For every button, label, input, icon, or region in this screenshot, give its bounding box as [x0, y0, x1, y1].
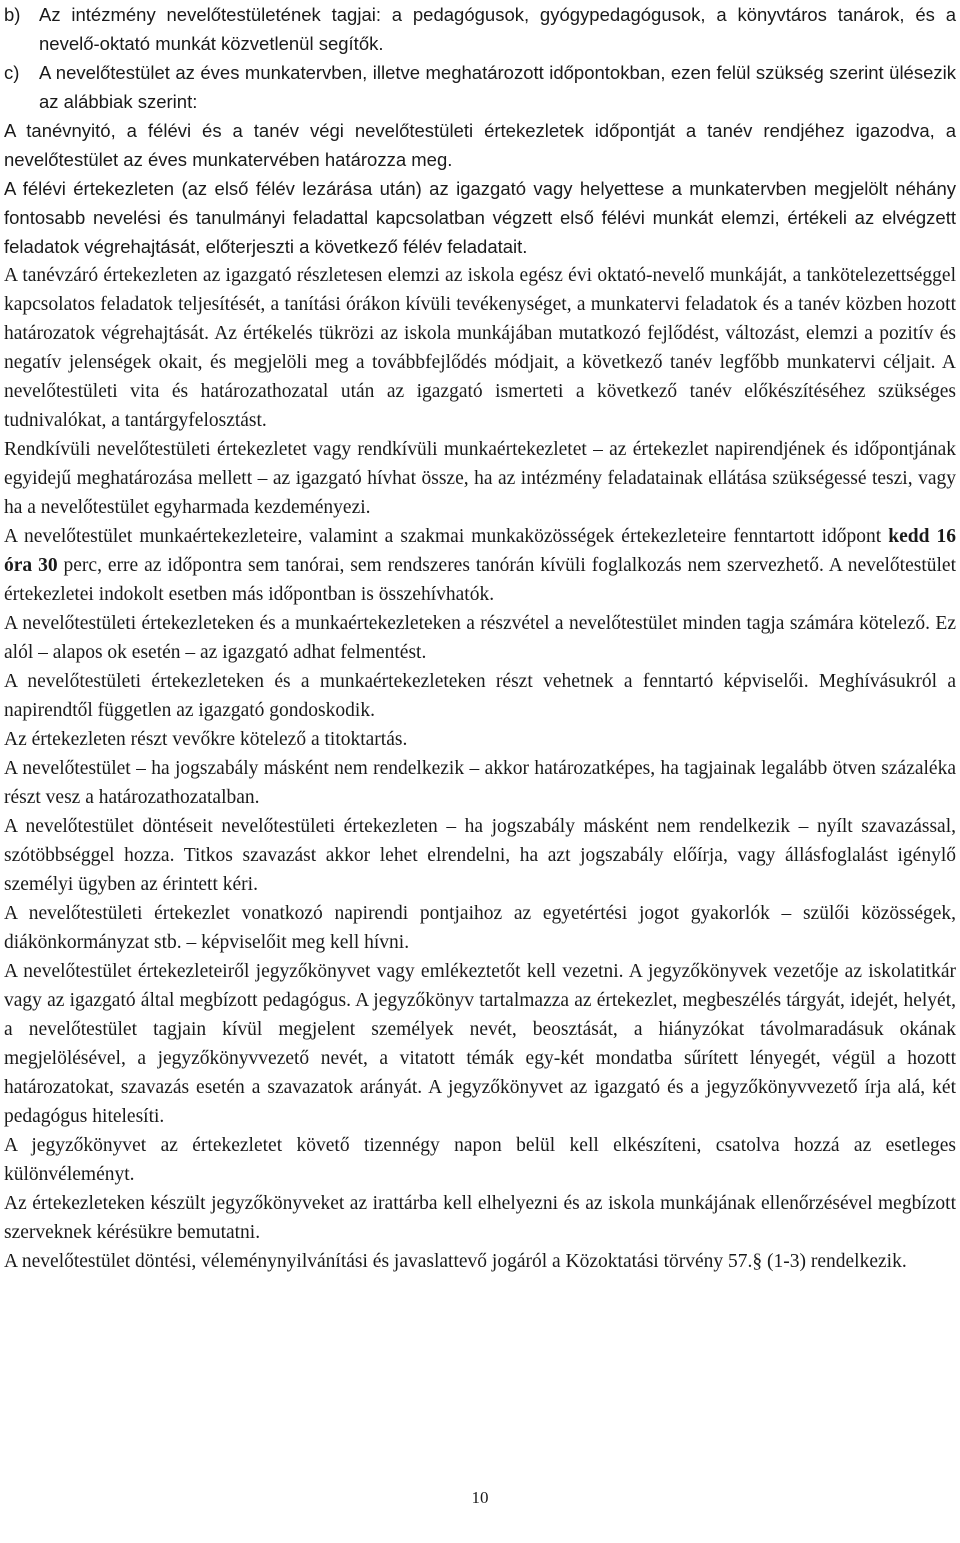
reserved-time-after: perc, erre az időpontra sem tanórai, sem rendszeres tanórán kívüli foglalkozás nem szervezhető. A nevelőtestület értekezletei indokolt esetben más időpontban is összehívhatók.	[4, 555, 957, 605]
paragraph-decisions: A nevelőtestület döntéseit nevelőtestületi értekezleten – ha jogszabály másként nem rendelkezik – nyílt szavazással, szótöbbséggel hozza. Titkos szavazást akkor lehet elrendelni, ha azt jogszabály előírja, vagy állásfoglalást igénylő személyi ügyben az érintett kéri.	[4, 816, 956, 895]
list-item-text: Az intézmény nevelőtestületének tagjai: a pedagógusok, gyógypedagógusok, a könyvtáros tanárok, és a nevelő-oktató munkát közvetlenül segítők.	[39, 4, 956, 54]
reserved-time-before: A nevelőtestület munkaértekezleteire, valamint a szakmai munkaközösségek értekezleteire fenntartott időpont	[4, 526, 889, 547]
page-number: 10	[471, 1488, 489, 1507]
document-page	[4, 0, 956, 1276]
paragraph-maintainer: A nevelőtestületi értekezleteken és a munkaértekezleteken részt vehetnek a fenntartó képviselői. Meghívásukról a napirendtől független az igazgató gondoskodik.	[4, 671, 956, 721]
list-item-b	[4, 0, 956, 58]
paragraph-deadline: A jegyzőkönyvet az értekezletet követő tizennégy napon belül kell elkészíteni, csatolva hozzá az esetleges különvéleményt.	[4, 1135, 956, 1185]
paragraph-opening-meetings: A tanévnyitó, a félévi és a tanév végi nevelőtestületi értekezletek időpontját a tanév rendjéhez igazodva, a nevelőtestület az éves munkatervében határozza meg.	[4, 120, 956, 170]
reserved-time-bold: kedd 16 óra 30	[4, 526, 956, 576]
paragraph-archive: Az értekezleteken készült jegyzőkönyveket az irattárba kell elhelyezni és az iskola munkájának ellenőrzésével megbízott szerveknek kérésükre bemutatni.	[4, 1193, 956, 1243]
list-marker: c)	[4, 62, 20, 83]
paragraph-minutes: A nevelőtestület értekezleteiről jegyzőkönyvet vagy emlékeztetőt kell vezetni. A jegyzőkönyvek vezetője az iskolatitkár vagy az igazgató által megbízott pedagógus. A jegyzőkönyv tartalmazza az értekezlet, megbeszélés tárgyát, idejét, helyét, a nevelőtestület tagjain kívül megjelent személyek nevét, beosztását, a hiányzókat távolmaradásuk okának megjelölésével, a jegyzőkönyvvezető nevét, a vitatott témák egy-két mondatba sűrített lényegét, végül a hozott határozatokat, szavazás esetén a szavazatok arányát. A jegyzőkönyvet az igazgató és a jegyzőkönyvvezető írja alá, két pedagógus hitelesíti.	[4, 961, 956, 1127]
list-item-c	[4, 58, 956, 116]
paragraph-mandatory-attendance: A nevelőtestületi értekezleteken és a munkaértekezleteken a részvétel a nevelőtestület minden tagja számára kötelező. Ez alól – alapos ok esetén – az igazgató adhat felmentést.	[4, 613, 956, 663]
paragraph-halfyear-meeting: A félévi értekezleten (az első félév lezárása után) az igazgató vagy helyettese a munkatervben megjelölt néhány fontosabb nevelési és tanulmányi feladattal kapcsolatban végzett első félévi munkát elemzi, értékeli az elvégzett feladatok végrehajtását, előterjeszti a következő félév feladatait.	[4, 178, 956, 257]
paragraph-extraordinary-meeting: Rendkívüli nevelőtestületi értekezletet vagy rendkívüli munkaértekezletet – az értekezlet napirendjének és időpontjának egyidejű meghatározása mellett – az igazgató hívhat össze, ha az intézmény feladatainak ellátása szükségessé teszi, vagy ha a nevelőtestület egyharmada kezdeményezi.	[4, 439, 956, 518]
paragraph-quorum: A nevelőtestület – ha jogszabály másként nem rendelkezik – akkor határozatképes, ha tagjainak legalább ötven százaléka részt vesz a határozathozatalban.	[4, 758, 956, 808]
list-item-text: A nevelőtestület az éves munkatervben, illetve meghatározott időpontokban, ezen felül szükség szerint ülésezik az alábbiak szerint:	[39, 62, 956, 112]
list-marker: b)	[4, 4, 21, 25]
paragraph-invite: A nevelőtestületi értekezlet vonatkozó napirendi pontjaihoz az egyetértési jogot gyakorlók – szülői közösségek, diákönkormányzat stb. – képviselőit meg kell hívni.	[4, 903, 956, 953]
paragraph-rights: A nevelőtestület döntési, véleménynyilvánítási és javaslattevő jogáról a Közoktatási törvény 57.§ (1-3) rendelkezik.	[4, 1251, 907, 1272]
paragraph-reserved-time	[4, 522, 956, 609]
paragraph-yearend-meeting: A tanévzáró értekezleten az igazgató részletesen elemzi az iskola egész évi oktató-nevelő munkáját, a tankötelezettséggel kapcsolatos feladatok teljesítését, a tanítási órákon kívüli tevékenységet, a munkatervi feladatok és a tanév közben hozott határozatok végrehajtását. Az értékelés tükrözi az iskola munkájában mutatkozó fejlődést, változást, elemzi a pozitív és negatív jelenségek okait, és megjelöli meg a továbbfejlődés módjait, a következő tanév legfőbb munkatervi céljait. A nevelőtestületi vita és határozathozatal után az igazgató ismerteti a következő tanév előkészítéséhez szükséges tudnivalókat, a tantárgyfelosztást.	[4, 265, 956, 431]
paragraph-secrecy: Az értekezleten részt vevőkre kötelező a titoktartás.	[4, 729, 408, 750]
